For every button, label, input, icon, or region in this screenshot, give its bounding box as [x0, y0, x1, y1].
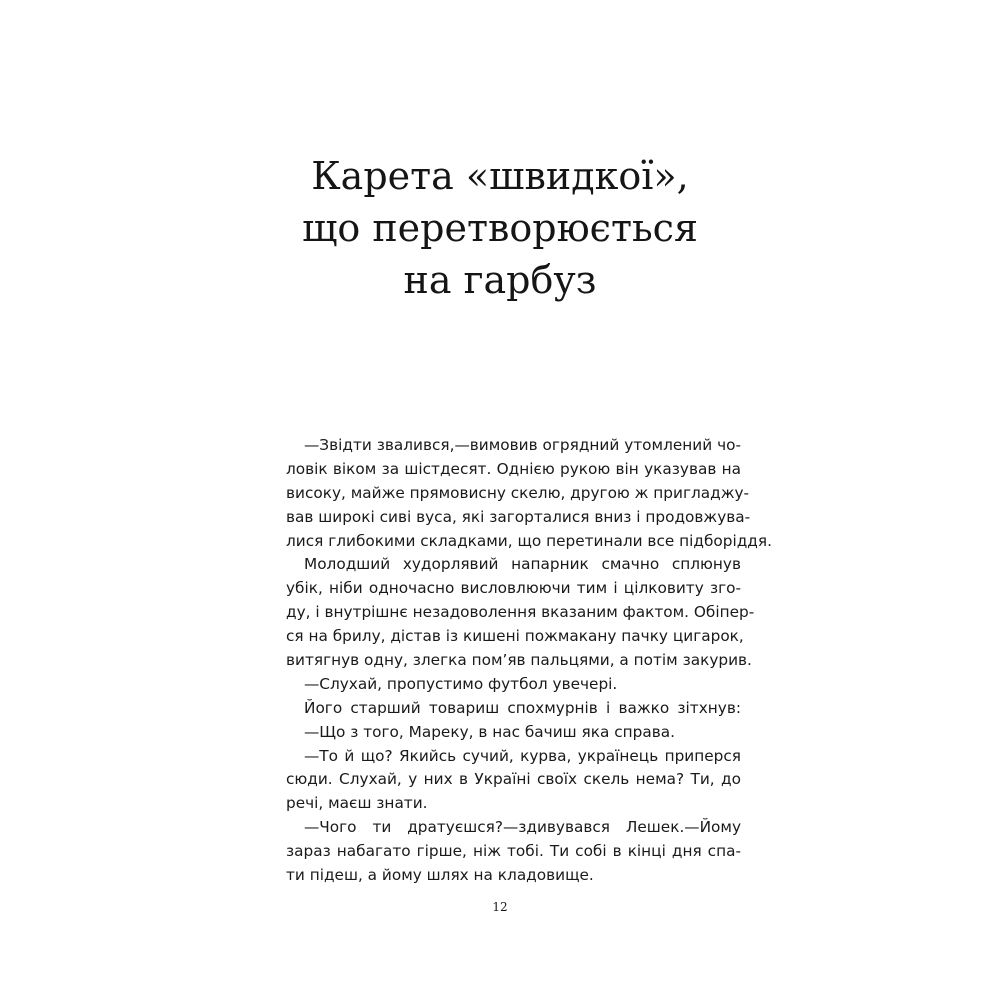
text-line: ловік віком за шістдесят. Однією рукою він указував на: [286, 459, 741, 478]
chapter-title-line-3: на гарбуз: [403, 258, 597, 302]
text-line: —Слухай, пропустимо футбол увечері.: [304, 674, 618, 693]
text-line: ся на брилу, дістав із кишені пожмакану пачку цигарок,: [286, 627, 744, 646]
text-line: —Звідти звалився,—вимовив огрядний утомлений чо-: [304, 436, 741, 454]
text-line: лися глибокими складками, що перетинали все підборіддя.: [286, 531, 772, 550]
chapter-title: [0, 150, 1000, 306]
text-line: високу, майже прямовисну скелю, другою ж пригладжу-: [286, 483, 750, 502]
text-line: —Чого ти дратуєшся?—здивувався Лешек.—Йому: [304, 818, 741, 837]
text-line: витягнув одну, злегка пом’яв пальцями, а потім закурив.: [286, 651, 752, 670]
chapter-title-line-2: що перетворюється: [302, 206, 698, 250]
text-line: Його старший товариш спохмурнів і важко зітхнув:: [304, 698, 741, 717]
text-line: убік, ніби одночасно висловлюючи тим і цілковиту зго-: [286, 579, 741, 598]
text-line: ти підеш, а йому шлях на кладовище.: [286, 866, 594, 885]
page-number: 12: [492, 900, 508, 914]
body-text: [286, 434, 772, 888]
text-line: Молодший худорлявий напарник смачно сплюнув: [304, 555, 741, 574]
text-line: —То й що? Якийсь сучий, курва, українець приперся: [304, 746, 741, 765]
text-line: сюди. Слухай, у них в Україні своїх скель нема? Ти, до: [286, 770, 741, 789]
text-line: речі, маєш знати.: [286, 794, 428, 813]
text-line: ду, і внутрішнє незадоволення вказаним фактом. Обіпер-: [286, 603, 755, 622]
chapter-title-line-1: Карета «швидкої»,: [311, 154, 689, 198]
text-line: зараз набагато гірше, ніж тобі. Ти собі в кінці дня спа-: [286, 842, 741, 861]
text-line: вав широкі сиві вуса, які загорталися вниз і продовжува-: [286, 507, 751, 526]
text-line: —Що з того, Мареку, в нас бачиш яка справа.: [304, 722, 675, 741]
